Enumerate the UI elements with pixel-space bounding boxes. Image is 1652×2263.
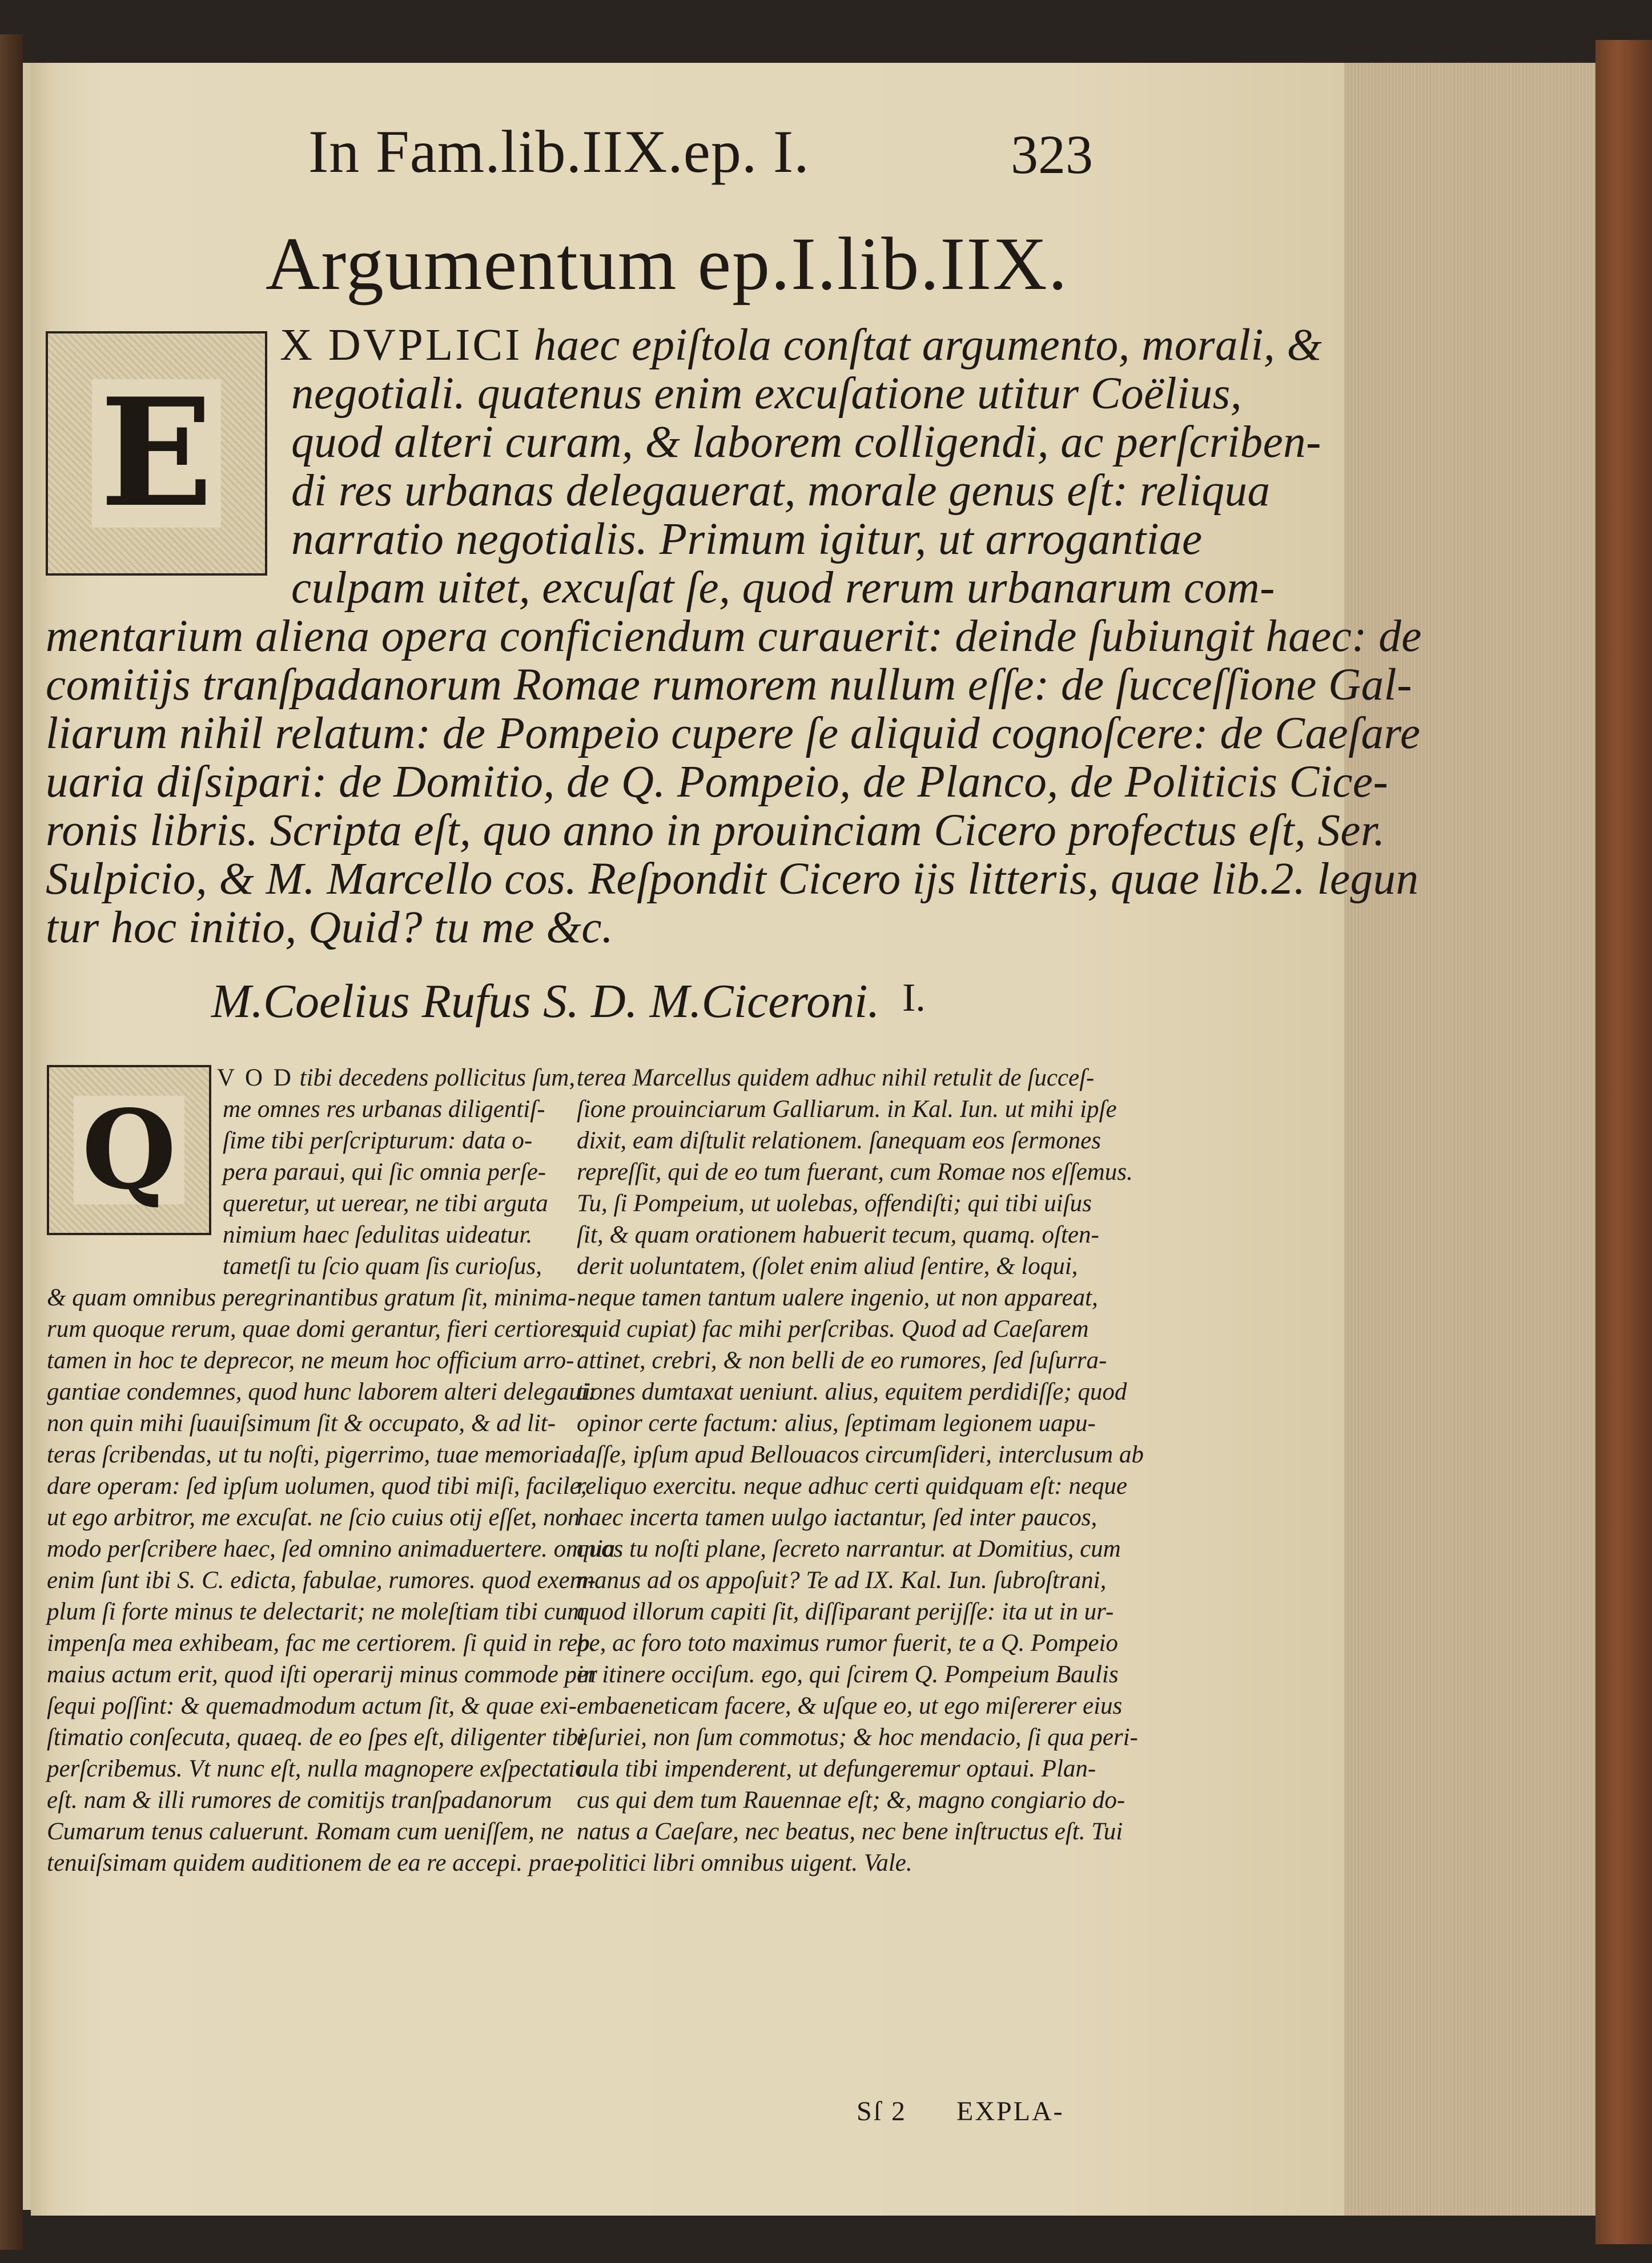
right-line-3: dixit, eam diſtulit relationem. ſanequam eos ſermones: [577, 1127, 1101, 1154]
left-line-9: rum quoque rerum, quae domi gerantur, fieri certiores.: [47, 1316, 587, 1342]
argument-line-7: mentarium aliena opera conficiendum curauerit: deinde ſubiungit haec: de: [46, 612, 1422, 661]
left-line-15: ut ego arbitror, me excuſat. ne ſcio cuius otij eſſet, non: [47, 1504, 580, 1531]
left-line-14: dare operam: ſed ipſum uolumen, quod tibi miſi, facile,: [47, 1473, 587, 1500]
right-line-19: be, ac foro toto maximus rumor fuerit, te a Q. Pompeio: [577, 1630, 1118, 1657]
book-cover-right: [1595, 40, 1652, 2244]
catchword: EXPLA-: [956, 2096, 1064, 2127]
initial-letter-q: Q: [74, 1096, 184, 1204]
left-line-1-text: tibi decedens pollicitus ſum,: [293, 1064, 576, 1091]
letter-first-caps: V O D: [217, 1064, 294, 1091]
facing-page-edge: [23, 63, 31, 2210]
argument-line-12: Sulpicio, & M. Marcello cos. Reſpondit Cicero ijs litteris, quae lib.2. legun: [46, 854, 1419, 904]
decorated-initial-q: [47, 1065, 211, 1235]
right-line-7: derit uoluntatem, (ſolet enim aliud ſentire, & loqui,: [577, 1253, 1078, 1280]
left-line-6: nimium haec ſedulitas uideatur.: [223, 1221, 533, 1248]
right-line-25: natus a Caeſare, nec beatus, nec bene inſtructus eſt. Tui: [577, 1818, 1123, 1845]
right-line-6: ſit, & quam orationem habuerit tecum, quamq. oſten-: [577, 1221, 1099, 1248]
left-line-17: enim ſunt ibi S. C. edicta, fabulae, rumores. quod exem-: [47, 1567, 596, 1594]
right-line-12: opinor certe factum: alius, ſeptimam legionem uapu-: [577, 1410, 1096, 1437]
signature-mark: Sſ 2: [857, 2096, 907, 2127]
argument-line-10: uaria diſsipari: de Domitio, de Q. Pompeio, de Planco, de Politicis Cice-: [46, 757, 1389, 807]
left-line-2: me omnes res urbanas diligentiſ-: [223, 1096, 545, 1123]
left-line-20: maius actum erit, quod iſti operarij minus commode per: [47, 1661, 597, 1688]
right-line-26: politici libri omnibus uigent. Vale.: [577, 1850, 913, 1876]
right-line-23: cula tibi impenderent, ut defungeremur optaui. Plan-: [577, 1755, 1096, 1782]
right-line-1: terea Marcellus quidem adhuc nihil retulit de ſucceſ-: [577, 1064, 1095, 1091]
initial-letter-e: E: [92, 379, 221, 528]
argument-line-5: narratio negotialis. Primum igitur, ut arrogantiae: [291, 514, 1203, 564]
letter-salutation: M.Coelius Rufus S. D. M.Ciceroni.: [211, 975, 880, 1028]
right-line-18: quod illorum capiti ſit, diſſiparant perijſſe: ita ut in ur-: [577, 1598, 1114, 1625]
left-line-21: ſequi poſſint: & quemadmodum actum ſit, & quae exi-: [47, 1693, 577, 1719]
argument-line-11: ronis libris. Scripta eſt, quo anno in prouinciam Cicero profectus eſt, Ser.: [46, 806, 1385, 855]
left-line-16: modo perſcribere haec, ſed omnino animaduertere. omnia: [47, 1536, 616, 1562]
argument-first-caps: X DVPLICI: [280, 320, 522, 370]
left-line-10: tamen in hoc te deprecor, ne meum hoc officium arro-: [47, 1347, 574, 1374]
right-line-15: haec incerta tamen uulgo iactantur, ſed inter paucos,: [577, 1504, 1098, 1531]
right-line-9: quid cupiat) fac mihi perſcribas. Quod ad Caeſarem: [577, 1316, 1089, 1342]
running-head-title: In Fam.lib.IIX.ep. I.: [308, 118, 810, 185]
argument-line-4: di res urbanas delegauerat, morale genus eſt: reliqua: [291, 466, 1271, 516]
left-line-18: plum ſi forte minus te delectarit; ne moleſtiam tibi cum: [47, 1598, 585, 1625]
right-line-16: quos tu noſti plane, ſecreto narrantur. at Domitius, cum: [577, 1536, 1121, 1562]
right-line-22: eſuriei, non ſum commotus; & hoc mendacio, ſi qua peri-: [577, 1724, 1138, 1751]
argument-line-2: negotiali. quatenus enim excuſatione utitur Coëlius,: [291, 369, 1243, 419]
right-line-24: cus qui dem tum Rauennae eſt; &, magno congiario do-: [577, 1787, 1126, 1814]
page-number: 323: [1011, 124, 1093, 185]
right-line-11: tiones dumtaxat ueniunt. alius, equitem perdidiſſe; quod: [577, 1378, 1127, 1405]
right-line-8: neque tamen tantum ualere ingenio, ut non appareat,: [577, 1284, 1098, 1311]
right-line-2: ſione prouinciarum Galliarum. in Kal. Iun. ut mihi ipſe: [577, 1096, 1117, 1123]
right-line-4: repreſſit, qui de eo tum fuerant, cum Romae nos eſſemus.: [577, 1159, 1133, 1185]
argument-line-1: [280, 320, 1322, 371]
left-line-24: eſt. nam & illi rumores de comitijs tranſpadanorum: [47, 1787, 552, 1814]
right-line-5: Tu, ſi Pompeium, ut uolebas, offendiſti; qui tibi uiſus: [577, 1190, 1092, 1217]
right-line-21: embaeneticam facere, & uſque eo, ut ego miſererer eius: [577, 1693, 1123, 1719]
right-line-10: attinet, crebri, & non belli de eo rumores, ſed ſuſurra-: [577, 1347, 1107, 1374]
argument-line-9: liarum nihil relatum: de Pompeio cupere ſe aliquid cognoſcere: de Caeſare: [46, 709, 1421, 758]
argument-line-1-text: haec epiſtola conſtat argumento, morali, &: [522, 320, 1323, 370]
left-line-25: Cumarum tenus caluerunt. Romam cum ueniſſem, ne: [47, 1818, 564, 1845]
left-line-3: ſime tibi perſcripturum: data o-: [223, 1127, 533, 1154]
left-line-22: ſtimatio conſecuta, quaeq. de eo ſpes eſt, diligenter tibi: [47, 1724, 585, 1751]
right-line-14: reliquo exercitu. neque adhuc certi quidquam eſt: neque: [577, 1473, 1128, 1500]
left-line-13: teras ſcribendas, ut tu noſti, pigerrimo, tuae memoriae: [47, 1441, 583, 1468]
book-binding-left: [0, 34, 23, 2250]
left-line-8: & quam omnibus peregrinantibus gratum ſit, minima-: [47, 1284, 576, 1311]
argument-line-6: culpam uitet, excuſat ſe, quod rerum urbanarum com-: [291, 563, 1275, 613]
left-line-23: perſcribemus. Vt nunc eſt, nulla magnopere exſpectatio: [47, 1755, 588, 1782]
left-line-5: queretur, ut uerear, ne tibi arguta: [223, 1190, 548, 1217]
left-line-1: [217, 1062, 575, 1094]
argument-line-13: tur hoc initio, Quid? tu me &c.: [46, 903, 614, 952]
right-line-20: in itinere occiſum. ego, qui ſcirem Q. Pompeium Baulis: [577, 1661, 1119, 1688]
left-line-12: non quin mihi ſuauiſsimum ſit & occupato, & ad lit-: [47, 1410, 556, 1437]
argument-heading: Argumentum ep.I.lib.IIX.: [266, 222, 1068, 306]
decorated-initial-e: [46, 331, 267, 576]
right-line-13: laſſe, ipſum apud Bellouacos circumſideri, interclusum ab: [577, 1441, 1144, 1468]
page-block-edges: [1344, 63, 1595, 2216]
left-line-7: tametſi tu ſcio quam ſis curioſus,: [223, 1253, 542, 1280]
left-line-11: gantiae condemnes, quod hunc laborem alteri delegaui:: [47, 1378, 597, 1405]
right-line-17: manus ad os appoſuit? Te ad IX. Kal. Iun. ſubroſtrani,: [577, 1567, 1107, 1594]
letter-number: I.: [902, 976, 926, 1020]
left-line-19: impenſa mea exhibeam, fac me certiorem. ſi quid in rep.: [47, 1630, 596, 1657]
left-line-4: pera paraui, qui ſic omnia perſe-: [223, 1159, 546, 1185]
left-line-26: tenuiſsimam quidem auditionem de ea re accepi. prae-: [47, 1850, 582, 1876]
argument-line-8: comitijs tranſpadanorum Romae rumorem nullum eſſe: de ſucceſſione Gal-: [46, 660, 1412, 710]
argument-line-3: quod alteri curam, & laborem colligendi, ac perſcriben-: [291, 417, 1321, 467]
